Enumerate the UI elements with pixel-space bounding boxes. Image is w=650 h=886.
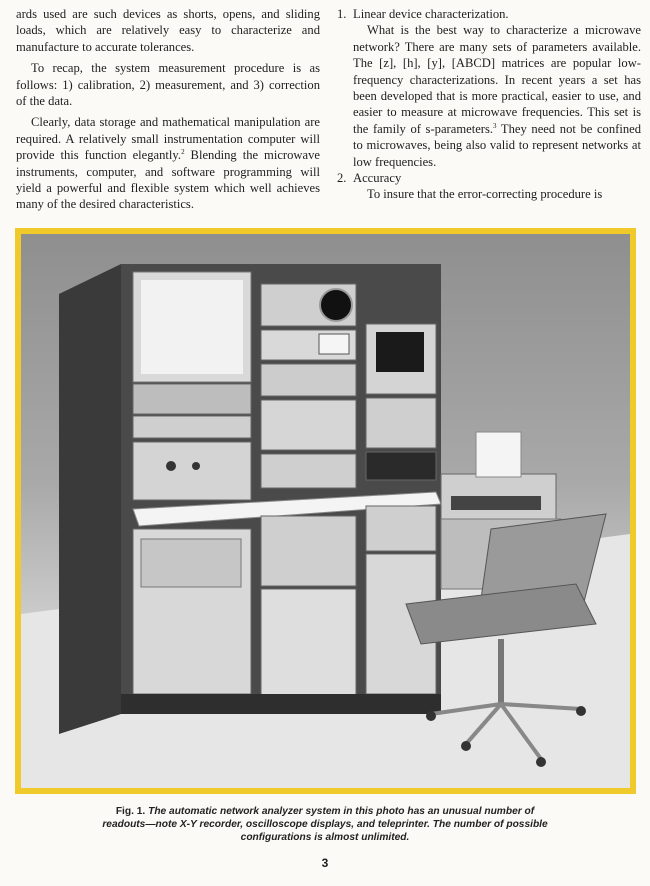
paragraph-recap: To recap, the system measurement procedure is as follows: 1) calibration, 2) measurement, and 3) correction of the data. [16, 61, 320, 109]
footnote-ref-3: 3 [493, 121, 497, 130]
crt-display [376, 332, 424, 372]
list-title: Linear device characterization. [353, 7, 509, 21]
instrument-panel [261, 454, 356, 488]
list-item-linear-characterization [337, 6, 641, 170]
figure-label: Fig. 1. [115, 806, 146, 817]
list-item-body-text-b: They need not be confined to microwaves, being also valid to represent networks at low frequencies. [353, 121, 642, 169]
list-item-heading [337, 170, 641, 186]
knob [192, 462, 200, 470]
chair-caster [576, 706, 586, 716]
oscilloscope-screen [320, 289, 352, 321]
paragraph-computer-text-a: Clearly, data storage and mathematical manipulation are required. A relatively small instrumentation computer will provide this function elegantly. [16, 115, 320, 163]
list-number: 1. [337, 7, 347, 21]
list-number: 2. [337, 171, 347, 186]
paragraph-standards: ards used are such devices as shorts, opens, and sliding loads, which are relatively easy to characterize and manufacture to accurate tolerances. [16, 7, 320, 54]
instrument-panel [261, 400, 356, 450]
instrument-panel [133, 442, 251, 500]
chair-caster [536, 757, 546, 767]
instrument-panel [261, 364, 356, 396]
rack-base [121, 694, 441, 714]
list-title: Accuracy [353, 171, 402, 186]
instrument-panel [133, 416, 251, 438]
two-column-text [16, 6, 640, 228]
footnote-ref-2: 2 [181, 148, 185, 157]
meter [319, 334, 349, 354]
xy-recorder-paper [141, 280, 243, 374]
right-column [337, 6, 641, 203]
lower-cabinet [366, 506, 436, 551]
paragraph-computer [16, 114, 320, 212]
paragraph-computer-text-b: Blending the microwave instruments, computer, and software programming will yield a powerful and flexible system which well achieves many of the desired characteristics. [16, 148, 320, 212]
list-item-body: To insure that the error-correcting procedure is [367, 187, 603, 202]
list-item-heading [337, 6, 641, 22]
cabinet-side [59, 264, 121, 734]
network-analyzer-photo [21, 234, 630, 788]
chair-caster [461, 741, 471, 751]
instrument-panel [133, 384, 251, 414]
instrument-panel [141, 539, 241, 587]
instrument-panel [366, 452, 436, 480]
figure-frame [15, 228, 636, 794]
list-item-accuracy [337, 170, 641, 203]
page-number: 3 [321, 856, 329, 870]
instrument-panel [366, 398, 436, 448]
knob [166, 461, 176, 471]
list-item-body-text-a: What is the best way to characterize a microwave network? There are many sets of parameters available. The [z], [h], [y], [ABCD] matrices are popular low-frequency characterizations. In recent years a set has been developed that is more practical, easier to use, and easier to measure at microwave frequencies. This set is the family of s-parameters. [353, 23, 641, 136]
chair-caster [426, 711, 436, 721]
left-column [16, 6, 320, 213]
teleprinter-paper [476, 432, 521, 477]
lower-cabinet [261, 516, 356, 586]
figure-caption [100, 805, 550, 845]
lower-cabinet [261, 589, 356, 699]
figure-caption-text: The automatic network analyzer system in this photo has an unusual number of readouts—note X-Y recorder, oscilloscope displays, and teleprinter. The number of possible configurations is almost unlimited. [102, 806, 548, 844]
list-item-body [337, 22, 641, 170]
teleprinter-keyboard [451, 496, 541, 510]
figure-photo [21, 234, 630, 788]
